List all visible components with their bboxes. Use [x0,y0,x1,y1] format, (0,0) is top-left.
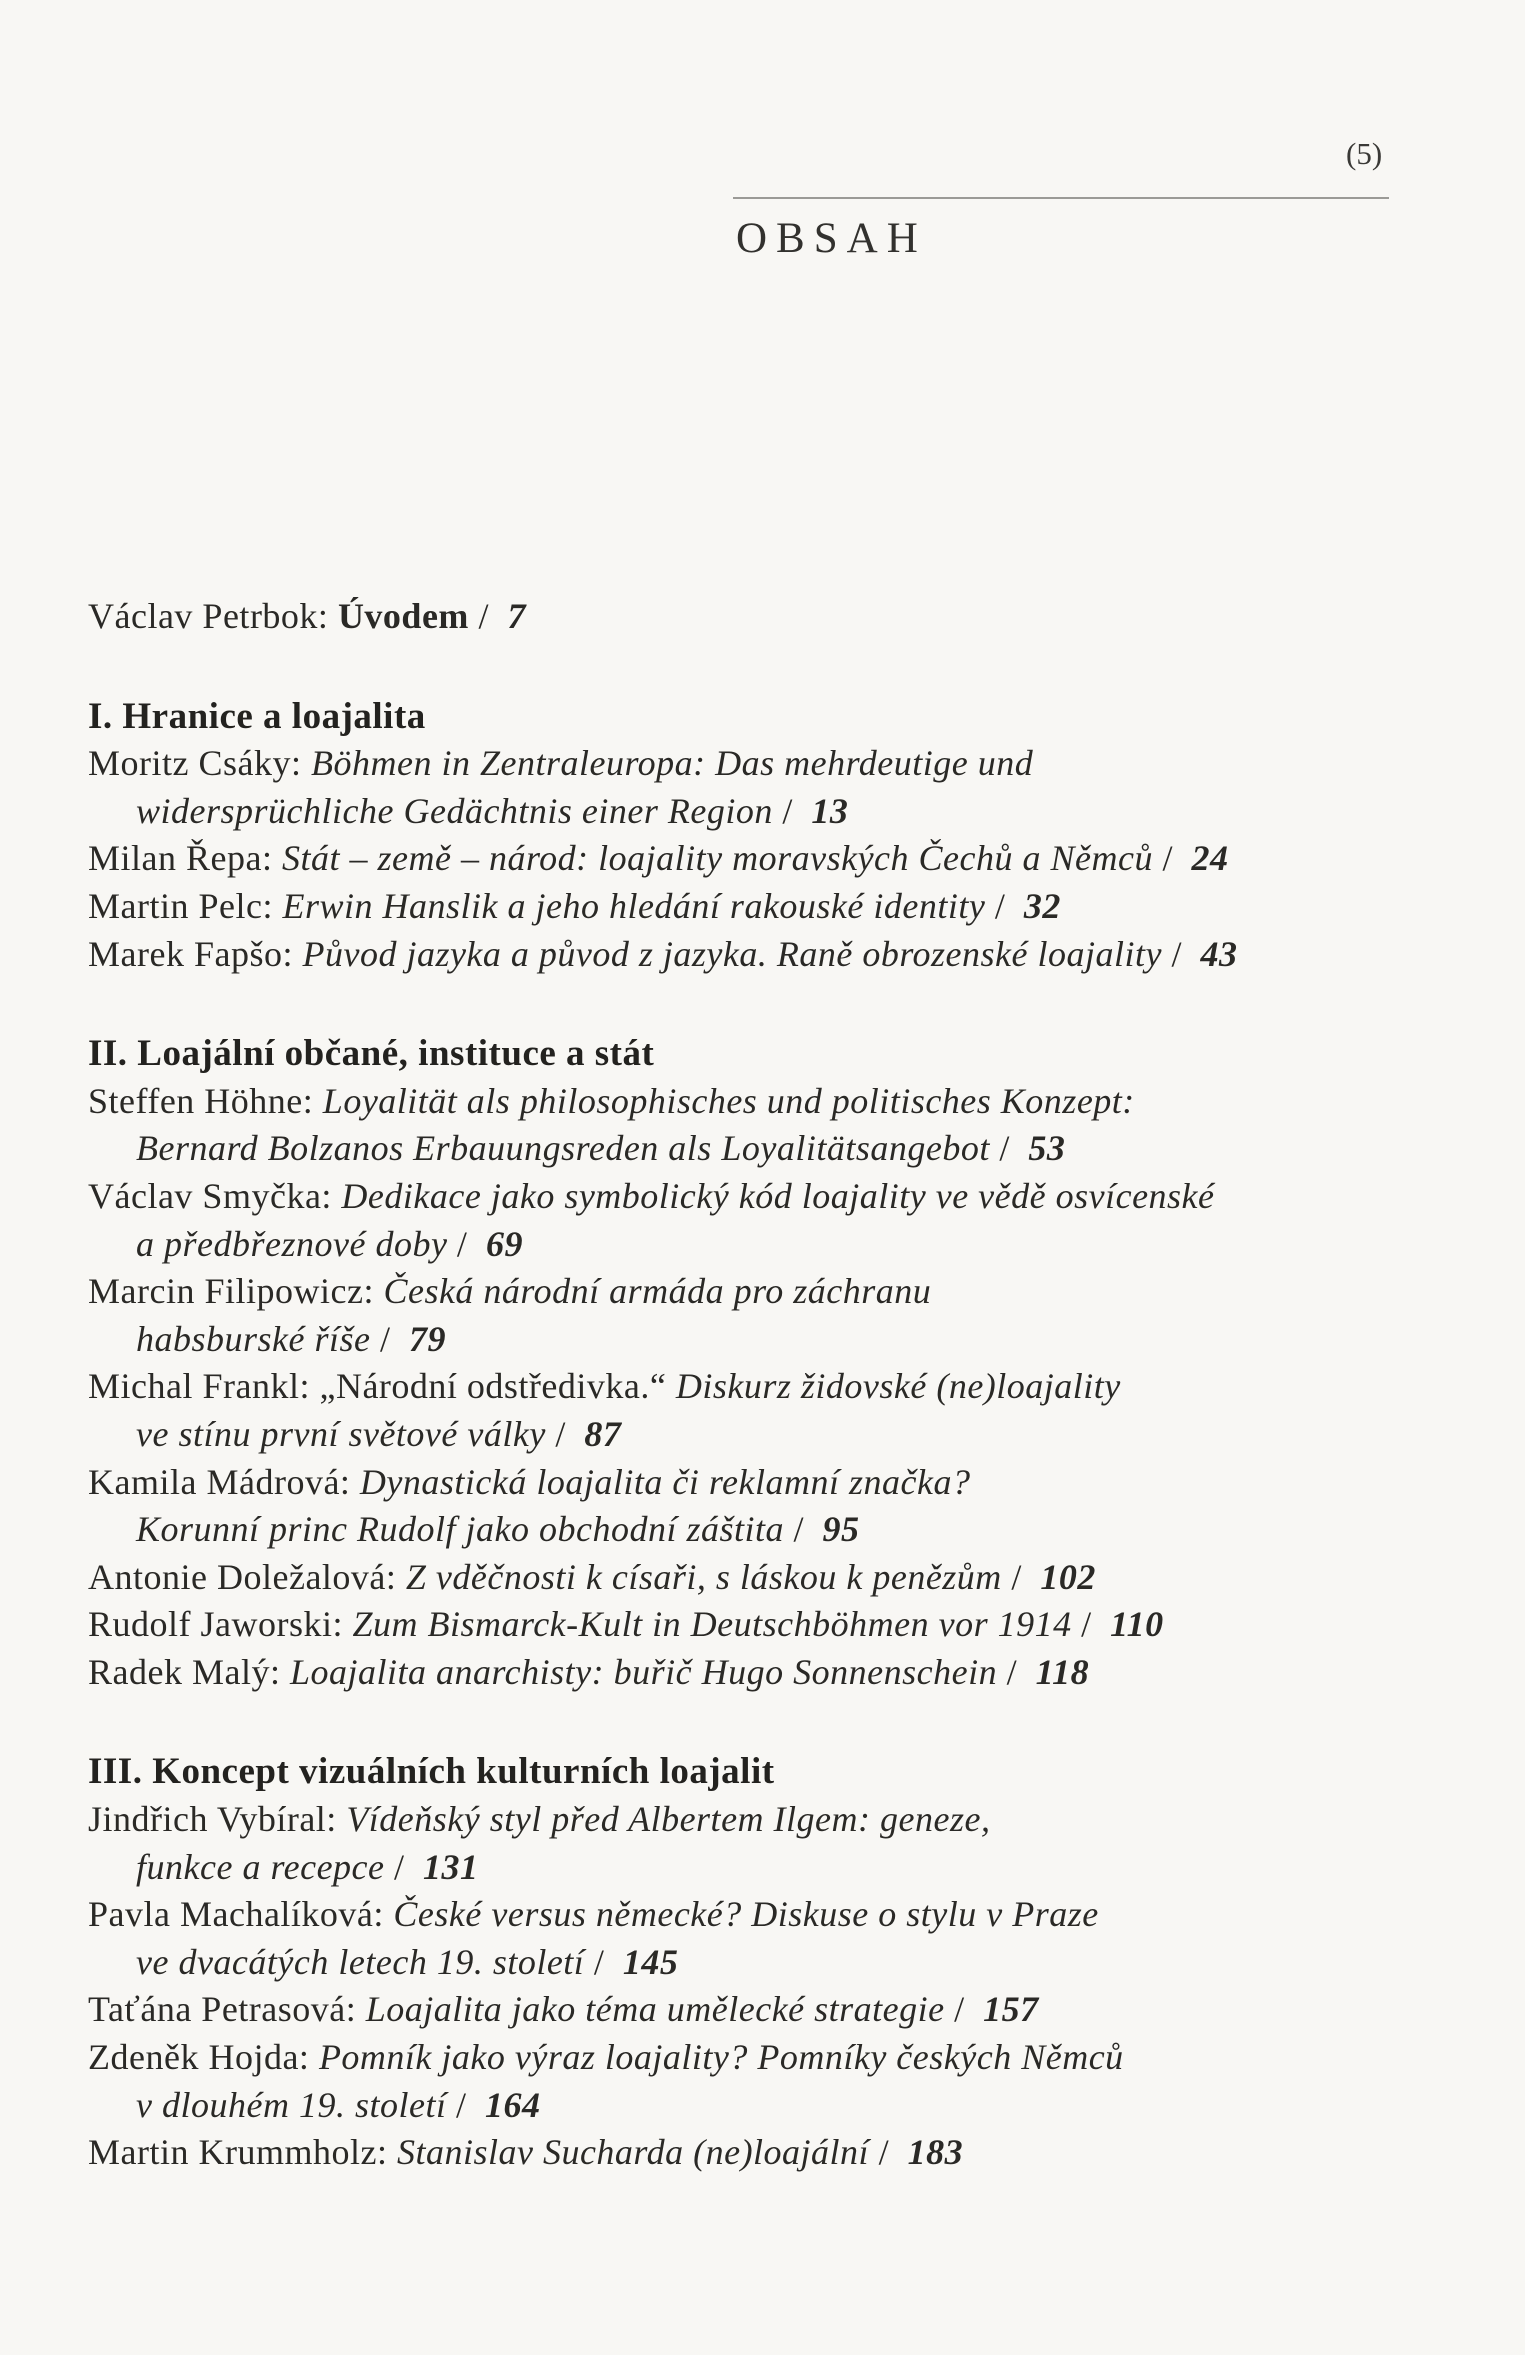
toc-entry-line [88,740,1388,788]
toc-entry-line [88,1891,1388,1939]
toc-text-segment: / [1152,838,1192,879]
toc-entry [88,1796,1388,1891]
toc-entry-line [88,883,1388,931]
toc-text-segment: Moritz Csáky: [88,743,311,784]
toc-entry [88,1554,1388,1602]
toc-text-segment: ve stínu první světové války [136,1413,546,1454]
toc-text-segment: / [944,1989,984,2030]
toc-entry-line [88,1796,1388,1844]
toc-entry-line [88,1554,1388,1602]
toc-text-segment: Taťána Petrasová: [88,1989,366,2030]
toc-text-segment: Martin Pelc: [88,885,283,926]
toc-text-segment: Dynastická loajalita či reklamní značka? [359,1461,971,1502]
toc-text-segment: / [997,1651,1036,1692]
toc-text-segment: ve dvacátých letech 19. století [136,1941,585,1982]
toc-text-segment: v dlouhém 19. století [136,2084,447,2125]
toc-text-segment: Erwin Hanslik a jeho hledání rakouské identity [282,885,986,926]
toc-page-number: 53 [1028,1128,1066,1169]
toc-text-segment: Stanislav Sucharda (ne)loajální [396,2132,870,2173]
toc-text-segment: Zdeněk Hojda: [88,2037,319,2078]
toc-text-segment: / [989,1128,1029,1169]
toc-text-segment: / [447,1223,486,1264]
toc-text-segment: České versus německé? Diskuse o stylu v Praze [393,1894,1099,1935]
toc-text-segment: / [985,885,1024,926]
toc-page-number: 32 [1023,885,1061,926]
toc-entry-line [88,1078,1388,1126]
toc-entry [88,1173,1388,1268]
toc-entry-line [88,931,1388,979]
toc-entry [88,1891,1388,1986]
toc-entry-continuation-line [88,1411,1388,1459]
toc-text-segment: / [384,1846,424,1887]
toc-entry-continuation-line [88,1844,1388,1892]
toc-page-number: 24 [1191,838,1229,879]
toc-text-segment: Úvodem [337,596,469,636]
toc-entry-line [88,1459,1388,1507]
toc-text-segment: Korunní princ Rudolf jako obchodní záštita [136,1509,784,1550]
toc-text-segment: Milan Řepa: [88,838,282,879]
toc-text-segment: / [545,1413,585,1454]
contents-heading: OBSAH [736,215,927,262]
toc-entry-continuation-line [88,1125,1388,1173]
toc-text-segment: Martin Krummholz: [88,2132,397,2173]
toc-text-segment: Zum Bismarck-Kult in Deutschböhmen vor 1914 [352,1604,1072,1645]
toc-text-segment: a předbřeznové doby [136,1223,448,1264]
toc-entry-continuation-line [88,1316,1388,1364]
toc-text-segment: habsburské říše [136,1318,371,1359]
toc-text-segment: Loyalität als philosophisches und politisches Konzept: [322,1080,1135,1121]
toc-text-segment: Antonie Doležalová: [88,1556,406,1597]
toc-text-segment: Bernard Bolzanos Erbauungsreden als Loyalitätsangebot [136,1128,990,1169]
toc-entry-line [88,1601,1388,1649]
toc-entry [88,2034,1388,2129]
toc-entry-line [88,1268,1388,1316]
toc-text-segment: Václav Petrbok: [88,596,338,636]
toc-entry-line [88,1986,1388,2034]
toc-entry-continuation-line [88,1939,1388,1987]
toc-text-segment: Kamila Mádrová: [88,1461,360,1502]
page-folio-number: (5) [1346,136,1383,171]
toc-text-segment: Česká národní armáda pro záchranu [383,1271,932,1312]
toc-entry [88,740,1388,835]
toc-page-number: 102 [1040,1556,1096,1597]
toc-page-number: 69 [485,1223,523,1264]
toc-text-segment: Böhmen in Zentraleuropa: Das mehrdeutige und [310,743,1034,784]
toc-entry [88,883,1388,931]
toc-text-segment: Rudolf Jaworski: [88,1604,353,1645]
toc-text-segment: Jindřich Vybíral: [88,1799,347,1840]
toc-text-segment: Původ jazyka a původ z jazyka. Raně obrozenské loajality [302,933,1162,974]
toc-entry-line [88,2034,1388,2082]
toc-entry [88,931,1388,979]
toc-entry [88,593,1388,641]
toc-text-segment: / [784,1509,823,1550]
toc-text-segment: / [1001,1556,1041,1597]
toc-entry-line [88,1173,1388,1221]
toc-entry [88,1601,1388,1649]
toc-page-number: 110 [1110,1604,1164,1645]
toc-entry [88,1986,1388,2034]
toc-text-segment: Dedikace jako symbolický kód loajality ve vědě osvícenské [341,1175,1215,1216]
toc-entry-continuation-line [88,1221,1388,1269]
toc-entry [88,1649,1388,1697]
toc-entry-line [88,593,1388,641]
toc-text-segment: Václav Smyčka: [88,1175,342,1216]
toc-text-segment: / [1161,933,1201,974]
toc-entry-continuation-line [88,2082,1388,2130]
toc-page-number: 43 [1200,933,1238,974]
toc-text-segment: Pomník jako výraz loajality? Pomníky českých Němců [318,2037,1124,2078]
toc-text-segment: Marek Fapšo: [88,933,303,974]
toc-text-segment: / [468,596,508,636]
toc-page-number: 183 [907,2132,964,2173]
toc-text-segment: Diskurz židovské (ne)loajality [675,1366,1121,1407]
toc-text-segment: widersprüchliche Gedächtnis einer Region [136,790,773,831]
toc-text-segment: funkce a recepce [136,1846,385,1887]
toc-entry-line [88,2129,1388,2177]
toc-entry [88,1363,1388,1458]
toc-section-heading: III. Koncept vizuálních kulturních loajalit [88,1751,775,1793]
toc-text-segment: / [869,2132,908,2173]
toc-page-number: 13 [811,790,849,831]
header-rule [733,197,1389,199]
toc-section-heading: II. Loajální občané, instituce a stát [88,1033,655,1075]
toc-entry-continuation-line [88,788,1388,836]
toc-text-segment: Loajalita jako téma umělecké strategie [365,1989,945,2030]
toc-entry [88,1459,1388,1554]
toc-text-segment: Z vděčnosti k císaři, s láskou k penězům [405,1556,1002,1597]
toc-entry-continuation-line [88,1506,1388,1554]
toc-entry [88,1078,1388,1173]
toc [88,593,1388,2177]
toc-page-number: 95 [822,1509,860,1550]
toc-entry [88,835,1388,883]
toc-text-segment: Loajalita anarchisty: buřič Hugo Sonnenschein [289,1651,998,1692]
toc-entry-line [88,835,1388,883]
toc-page-number: 7 [507,596,526,636]
toc-text-segment: Michal Frankl: „Národní odstředivka.“ [88,1366,676,1407]
toc-entry-line [88,1363,1388,1411]
toc-text-segment: / [446,2084,485,2125]
toc-text-segment: Stát – země – národ: loajality moravských Čechů a Němců [281,838,1153,879]
toc-entry-line [88,1649,1388,1697]
toc-page-number: 131 [423,1846,479,1887]
toc-section-heading: I. Hranice a loajalita [88,695,426,737]
toc-text-segment: / [370,1318,410,1359]
toc-page-number: 118 [1035,1651,1090,1692]
toc-text-segment: / [772,790,812,831]
toc-entry [88,2129,1388,2177]
toc-text-segment: Radek Malý: [88,1651,290,1692]
toc-text-segment: / [584,1941,623,1982]
toc-page-number: 145 [622,1941,679,1982]
toc-text-segment: / [1071,1604,1111,1645]
toc-text-segment: Pavla Machalíková: [88,1894,394,1935]
toc-text-segment: Vídeňský styl před Albertem Ilgem: geneze, [346,1799,991,1840]
toc-text-segment: Marcin Filipowicz: [88,1271,384,1312]
toc-entry [88,1268,1388,1363]
toc-page-number: 79 [409,1318,447,1359]
toc-page-number: 87 [584,1413,622,1454]
toc-text-segment: Steffen Höhne: [88,1080,323,1121]
toc-page-number: 157 [983,1989,1039,2030]
toc-page-number: 164 [484,2084,541,2125]
